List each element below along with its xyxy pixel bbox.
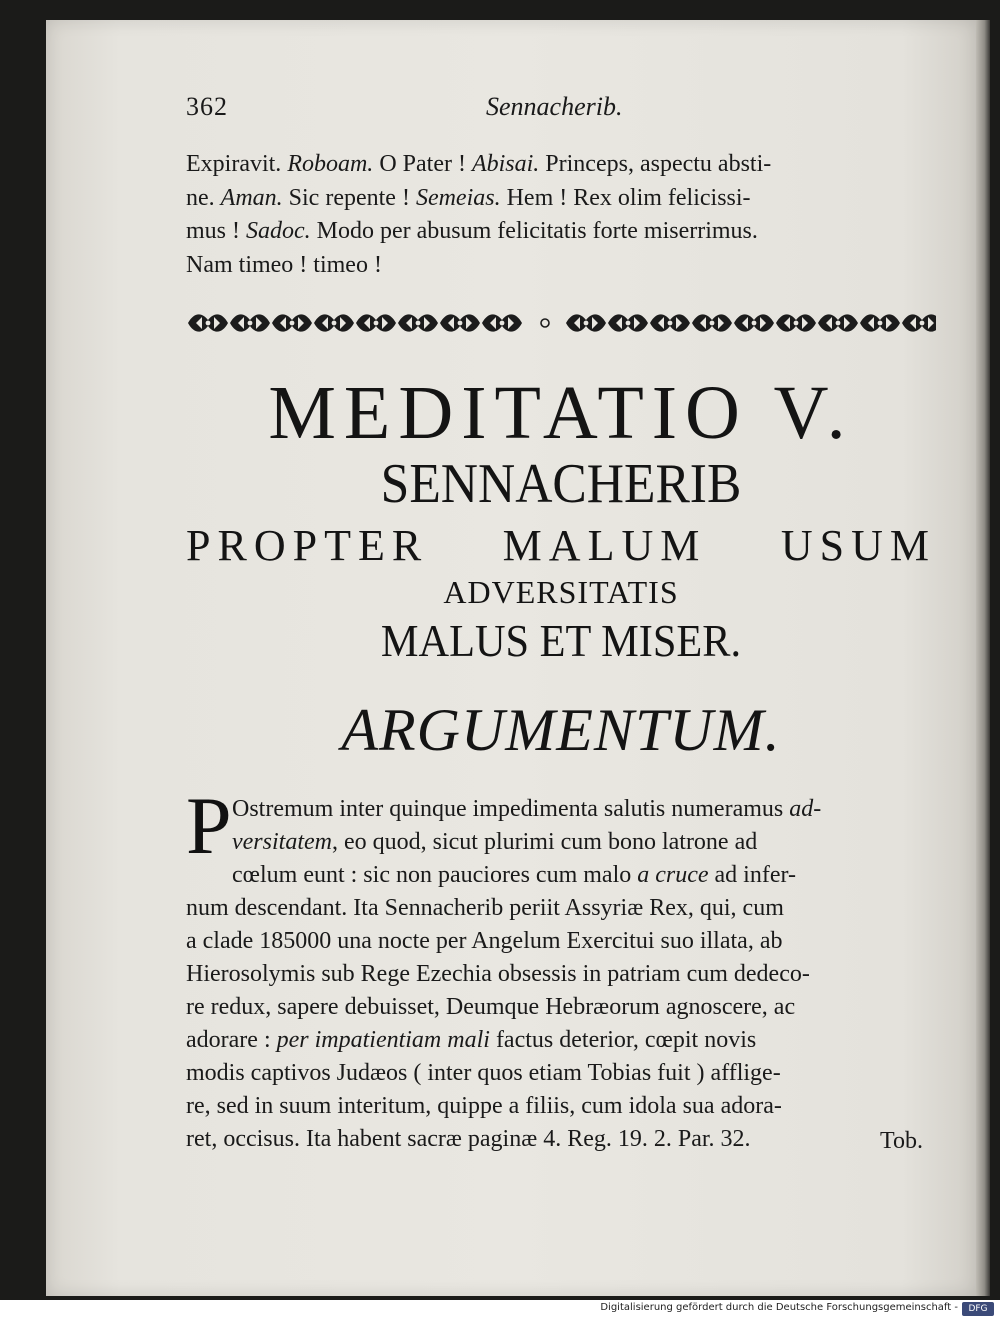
- fleuron-icon: [440, 314, 480, 331]
- text-line: ret, occisus. Ita habent sacræ paginæ 4. Reg. 19. 2. Par. 32.: [186, 1126, 751, 1152]
- ornament-band: [186, 306, 936, 340]
- subtitle-line-1: PROPTER MALUM USUM: [186, 521, 936, 570]
- page-edge: [976, 20, 990, 1296]
- italic-phrase: Abisai.: [471, 151, 540, 177]
- fleuron-icon: [398, 314, 438, 331]
- running-title: Sennacherib.: [486, 92, 623, 121]
- fleuron-icon: [482, 314, 522, 331]
- text-line: mus ! Sadoc. Modo per abusum felicitatis forte miserrimus.: [186, 218, 758, 244]
- fleuron-icon: [188, 314, 228, 331]
- footer-credit: Digitalisierung gefördert durch die Deutsche Forschungsgemeinschaft -: [600, 1302, 958, 1313]
- text-line: versitatem, eo quod, sicut plurimi cum bono latrone ad: [232, 829, 758, 855]
- italic-phrase: ad-: [789, 796, 822, 822]
- text-line: Expiravit. Roboam. O Pater ! Abisai. Princeps, aspectu absti-: [186, 151, 772, 177]
- fleuron-icon: [734, 314, 774, 331]
- text-line: adorare : per impatientiam mali factus deterior, cœpit novis: [186, 1027, 757, 1053]
- fleuron-icon: [650, 314, 690, 331]
- fleuron-icon: [776, 314, 816, 331]
- page-number: 362: [186, 92, 228, 121]
- fleuron-icon: [692, 314, 732, 331]
- italic-phrase: Sadoc.: [246, 218, 311, 244]
- body-paragraph: [186, 793, 943, 1156]
- subtitle-line-2: ADVERSITATIS: [443, 574, 679, 610]
- italic-phrase: a cruce: [637, 862, 709, 888]
- text-line: num descendant. Ita Sennacherib periit Assyriæ Rex, qui, cum: [186, 895, 784, 921]
- fleuron-icon: [314, 314, 354, 331]
- fleuron-icon: [356, 314, 396, 331]
- running-head: [186, 92, 946, 132]
- italic-phrase: Semeias.: [415, 184, 501, 211]
- text-line: cœlum eunt : sic non pauciores cum malo a cruce ad infer-: [232, 862, 796, 888]
- text-line: re, sed in suum interitum, quippe a filiis, cum idola sua adora-: [186, 1093, 782, 1119]
- italic-phrase: versitatem: [232, 829, 332, 855]
- drop-cap: P: [186, 780, 232, 871]
- fleuron-icon: [608, 314, 648, 331]
- subtitle-line-3: MALUS ET MISER.: [380, 615, 742, 666]
- text-line: modis captivos Judæos ( inter quos etiam Tobias fuit ) afflige-: [186, 1060, 781, 1086]
- italic-phrase: Aman.: [220, 184, 283, 211]
- fleuron-icon: [566, 314, 606, 331]
- fleuron-icon: [272, 314, 312, 331]
- text-line: Ostremum inter quinque impedimenta salutis numeramus ad-: [232, 796, 822, 822]
- fleuron-icon: [230, 314, 270, 331]
- meditation-heading: MEDITATIO V.: [268, 371, 854, 455]
- text-line: Nam timeo ! timeo !: [186, 251, 382, 278]
- italic-phrase: Roboam.: [287, 151, 374, 177]
- fleuron-icon: [860, 314, 900, 331]
- catchword: Tob.: [880, 1128, 923, 1154]
- fleuron-icon: [818, 314, 858, 331]
- argumentum-heading: ARGUMENTUM.: [341, 697, 781, 763]
- italic-phrase: per impatientiam mali: [276, 1027, 490, 1053]
- ornament-circle: [541, 319, 549, 327]
- text-line: ne. Aman. Sic repente ! Semeias. Hem ! Rex olim felicissi-: [186, 184, 751, 211]
- text-line: re redux, sapere debuisset, Deumque Hebræorum agnoscere, ac: [186, 994, 796, 1020]
- subject-heading: SENNACHERIB: [380, 453, 742, 515]
- continuation-text: [186, 148, 946, 282]
- fleuron-icon: [902, 314, 936, 331]
- dfg-logo-icon: DFG: [962, 1302, 994, 1316]
- text-line: a clade 185000 una nocte per Angelum Exercitui suo illata, ab: [186, 928, 783, 954]
- text-line: Hierosolymis sub Rege Ezechia obsessis in patriam cum dedeco-: [186, 961, 810, 987]
